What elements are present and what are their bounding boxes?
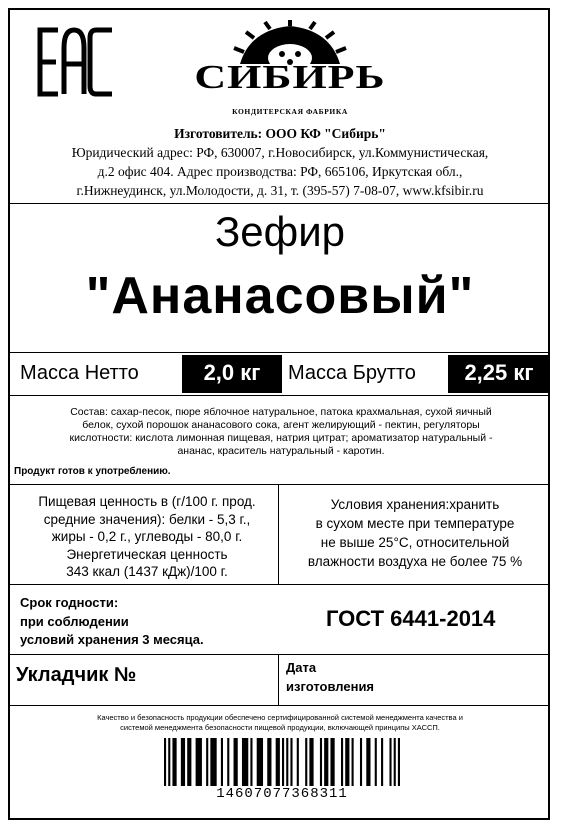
composition-line: кислотности: кислота лимонная пищевая, натрия цитрат; ароматизатор натуральный - <box>69 432 493 444</box>
gross-mass-value: 2,25 кг <box>448 355 550 393</box>
shelf-life-line: Срок годности: <box>20 595 119 610</box>
divider <box>10 352 550 353</box>
barcode-bar <box>381 738 383 792</box>
eac-mark-icon <box>34 24 118 100</box>
barcode-bar <box>305 738 307 792</box>
barcode-bar <box>389 738 391 792</box>
shelf-life <box>20 594 204 650</box>
divider <box>10 654 550 655</box>
brand-name: СИБИРЬ <box>194 57 386 96</box>
barcode-bar <box>227 738 229 792</box>
barcode-bar <box>282 738 284 792</box>
storage-line: влажности воздуха не более 75 % <box>307 554 523 569</box>
barcode-bar <box>309 738 313 792</box>
storage-line: не выше 25°С, относительной <box>320 535 510 550</box>
manufacturer-block <box>10 124 550 200</box>
divider <box>10 395 550 396</box>
ready-to-eat-note: Продукт готов к употреблению. <box>14 466 171 477</box>
barcode-bar <box>394 738 396 792</box>
barcode-bar <box>181 738 185 792</box>
quality-line: системой менеджмента безопасности пищевой продукции, включающей принципы ХАССП. <box>120 723 440 732</box>
storage-line: Условия хранения:хранить <box>330 497 500 512</box>
barcode-bar <box>360 738 362 792</box>
barcode-bar <box>187 738 191 792</box>
barcode-bar <box>320 738 322 792</box>
storage-conditions <box>284 495 546 571</box>
product-type: Зефир <box>214 208 346 255</box>
quality-statement <box>40 713 520 733</box>
shelf-life-line: условий хранения 3 месяца. <box>20 632 204 647</box>
barcode-bar <box>257 738 263 792</box>
barcode-bar <box>196 738 202 792</box>
gross-mass-label: Масса Брутто <box>288 362 416 384</box>
production-date-line: Дата <box>286 660 317 675</box>
barcode-bar <box>341 738 343 792</box>
nutrition-line: жиры - 0,2 г., углеводы - 80,0 г. <box>51 529 243 544</box>
barcode-bar <box>290 738 292 792</box>
production-address: г.Нижнеудинск, ул.Молодости, д. 31, т. (395-57) 7-08-07, www.kfsibir.ru <box>76 183 484 198</box>
production-date-line: изготовления <box>286 679 375 694</box>
legal-address: Юридический адрес: РФ, 630007, г.Новосибирск, ул.Коммунистическая, <box>71 145 489 160</box>
divider <box>278 655 279 705</box>
packer-label: Укладчик № <box>16 664 137 686</box>
composition <box>22 406 540 458</box>
shelf-life-line: при соблюдении <box>20 613 129 629</box>
barcode-bar <box>366 738 370 792</box>
barcode-bar <box>297 738 299 792</box>
barcode-bar <box>221 738 223 792</box>
legal-address-2: д.2 офис 404. Адрес производства: РФ, 665106, Иркутская обл., <box>97 164 463 179</box>
storage-line: в сухом месте при температуре <box>315 516 515 531</box>
product-name: "Ананасовый" <box>85 267 475 325</box>
manufacturer-name: Изготовитель: ООО КФ "Сибирь" <box>174 126 386 141</box>
divider <box>10 584 550 585</box>
divider <box>278 485 279 584</box>
nutrition-line: Энергетическая ценность <box>66 546 228 562</box>
production-date <box>286 658 374 696</box>
barcode <box>160 738 404 792</box>
composition-line: ананас, краситель натуральный - каротин. <box>177 445 385 457</box>
composition-line: белок, сухой порошок ананасового сока, агент желирующий - пектин, регуляторы <box>82 419 480 431</box>
nutrition-facts <box>18 493 276 581</box>
barcode-bar <box>234 738 238 792</box>
barcode-bar <box>164 738 166 792</box>
nutrition-line: средние значения): белки - 5,3 г., <box>43 511 251 527</box>
nutrition-line: Пищевая ценность в (г/100 г. прод. <box>38 494 256 509</box>
barcode-bar <box>352 738 354 792</box>
barcode-bar <box>242 738 248 792</box>
barcode-number: 14607077368311 <box>160 786 404 802</box>
barcode-bar <box>172 738 176 792</box>
quality-line: Качество и безопасность продукции обеспечено сертифицированной системой менеджмента качества и <box>97 713 463 722</box>
barcode-bar <box>286 738 288 792</box>
barcode-bar <box>267 738 271 792</box>
barcode-bar <box>330 738 334 792</box>
net-mass-label: Масса Нетто <box>20 362 139 384</box>
barcode-bar <box>210 738 216 792</box>
barcode-bar <box>345 738 349 792</box>
divider <box>10 484 550 485</box>
barcode-bar <box>168 738 170 792</box>
nutrition-line: 343 ккал (1437 кДж)/100 г. <box>66 564 228 579</box>
barcode-bar <box>375 738 377 792</box>
composition-line: Состав: сахар-песок, пюре яблочное натуральное, патока крахмальная, сухой яичный <box>70 406 492 418</box>
divider <box>10 203 550 204</box>
barcode-bar <box>324 738 328 792</box>
net-mass-value: 2,0 кг <box>182 355 282 393</box>
barcode-bar <box>276 738 280 792</box>
brand-subtitle: КОНДИТЕРСКАЯ ФАБРИКА <box>232 107 348 116</box>
divider <box>10 705 550 706</box>
barcode-bar <box>250 738 252 792</box>
barcode-bar <box>398 738 400 792</box>
barcode-bar <box>206 738 208 792</box>
gost-standard: ГОСТ 6441-2014 <box>326 606 496 631</box>
